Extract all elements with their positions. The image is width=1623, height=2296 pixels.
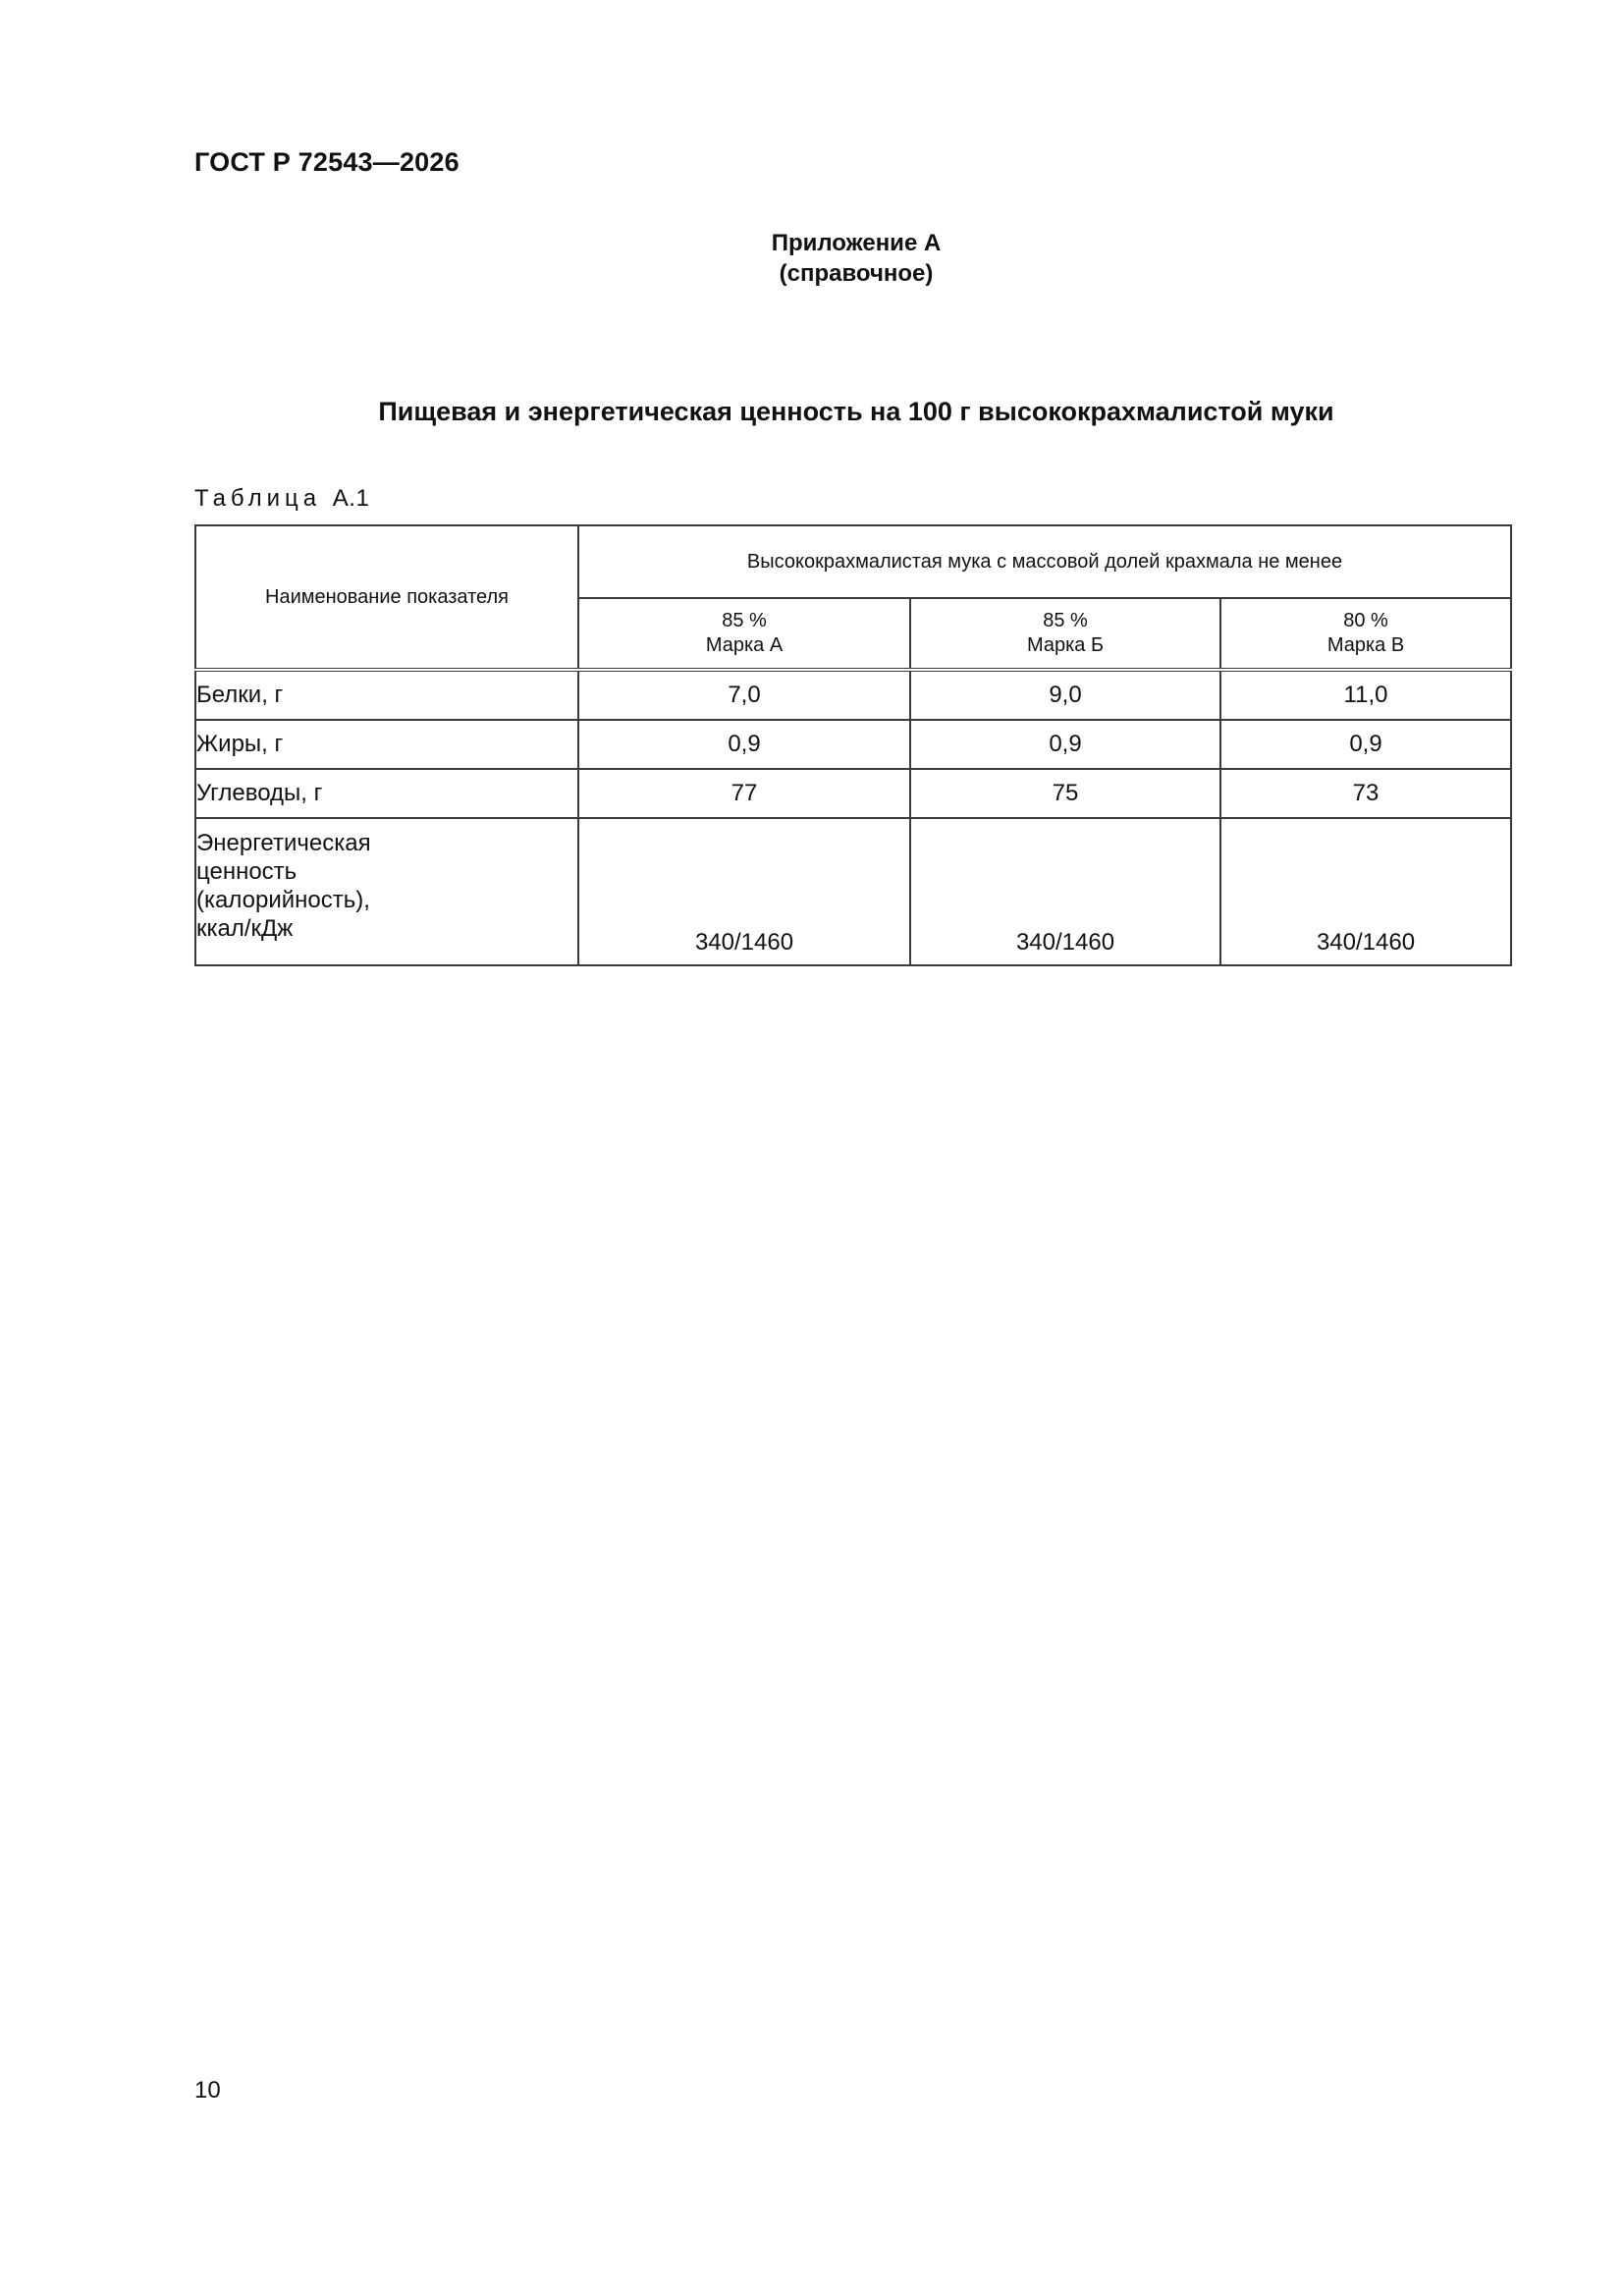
column-header-grade: Марка Б	[1026, 634, 1105, 656]
nutrition-table	[194, 524, 1512, 966]
column-header-grade-v	[1220, 598, 1511, 670]
table-label	[194, 485, 369, 513]
row-name: Белки, г	[195, 670, 578, 720]
row-value: 9,0	[910, 670, 1220, 720]
column-header-grade: Марка В	[1326, 634, 1405, 656]
row-value: 77	[578, 769, 910, 818]
column-header-percent: 80 %	[1343, 610, 1388, 631]
row-name	[195, 818, 578, 965]
table-row	[195, 769, 1511, 818]
row-name-line: Энергетическая	[196, 830, 371, 856]
appendix-type: (справочное)	[779, 260, 934, 287]
section-title: Пищевая и энергетическая ценность на 100 г высококрахмалистой муки	[378, 397, 1334, 426]
row-value: 73	[1220, 769, 1511, 818]
column-header-percent: 85 %	[1043, 610, 1088, 631]
appendix-title: Приложение А	[771, 230, 942, 256]
column-header-grade-a	[578, 598, 910, 670]
row-value: 340/1460	[910, 818, 1220, 965]
row-value: 0,9	[578, 720, 910, 769]
table-row	[195, 670, 1511, 720]
row-value: 340/1460	[578, 818, 910, 965]
page-number: 10	[194, 2077, 221, 2104]
group-header-cell: Высококрахмалистая мука с массовой долей крахмала не менее	[578, 525, 1511, 598]
row-value: 0,9	[1220, 720, 1511, 769]
column-header-grade: Марка А	[705, 634, 784, 656]
appendix-heading	[0, 228, 1623, 289]
row-name: Углеводы, г	[195, 769, 578, 818]
document-code: ГОСТ Р 72543—2026	[194, 147, 460, 177]
column-header-grade-b	[910, 598, 1220, 670]
row-value: 340/1460	[1220, 818, 1511, 965]
row-value: 11,0	[1220, 670, 1511, 720]
row-value: 0,9	[910, 720, 1220, 769]
table-row	[195, 720, 1511, 769]
column-header-percent: 85 %	[722, 610, 767, 631]
param-header-cell: Наименование показателя	[195, 525, 578, 670]
row-value: 75	[910, 769, 1220, 818]
table-header-row	[195, 525, 1511, 598]
row-value: 7,0	[578, 670, 910, 720]
table-row-energy	[195, 818, 1511, 965]
table-label-word: Таблица	[194, 485, 322, 512]
table-label-number: А.1	[332, 485, 370, 512]
row-name-line: ценность	[196, 858, 298, 885]
row-name-line: (калорийность),	[196, 887, 370, 913]
row-name: Жиры, г	[195, 720, 578, 769]
row-name-line: ккал/кДж	[196, 915, 294, 942]
